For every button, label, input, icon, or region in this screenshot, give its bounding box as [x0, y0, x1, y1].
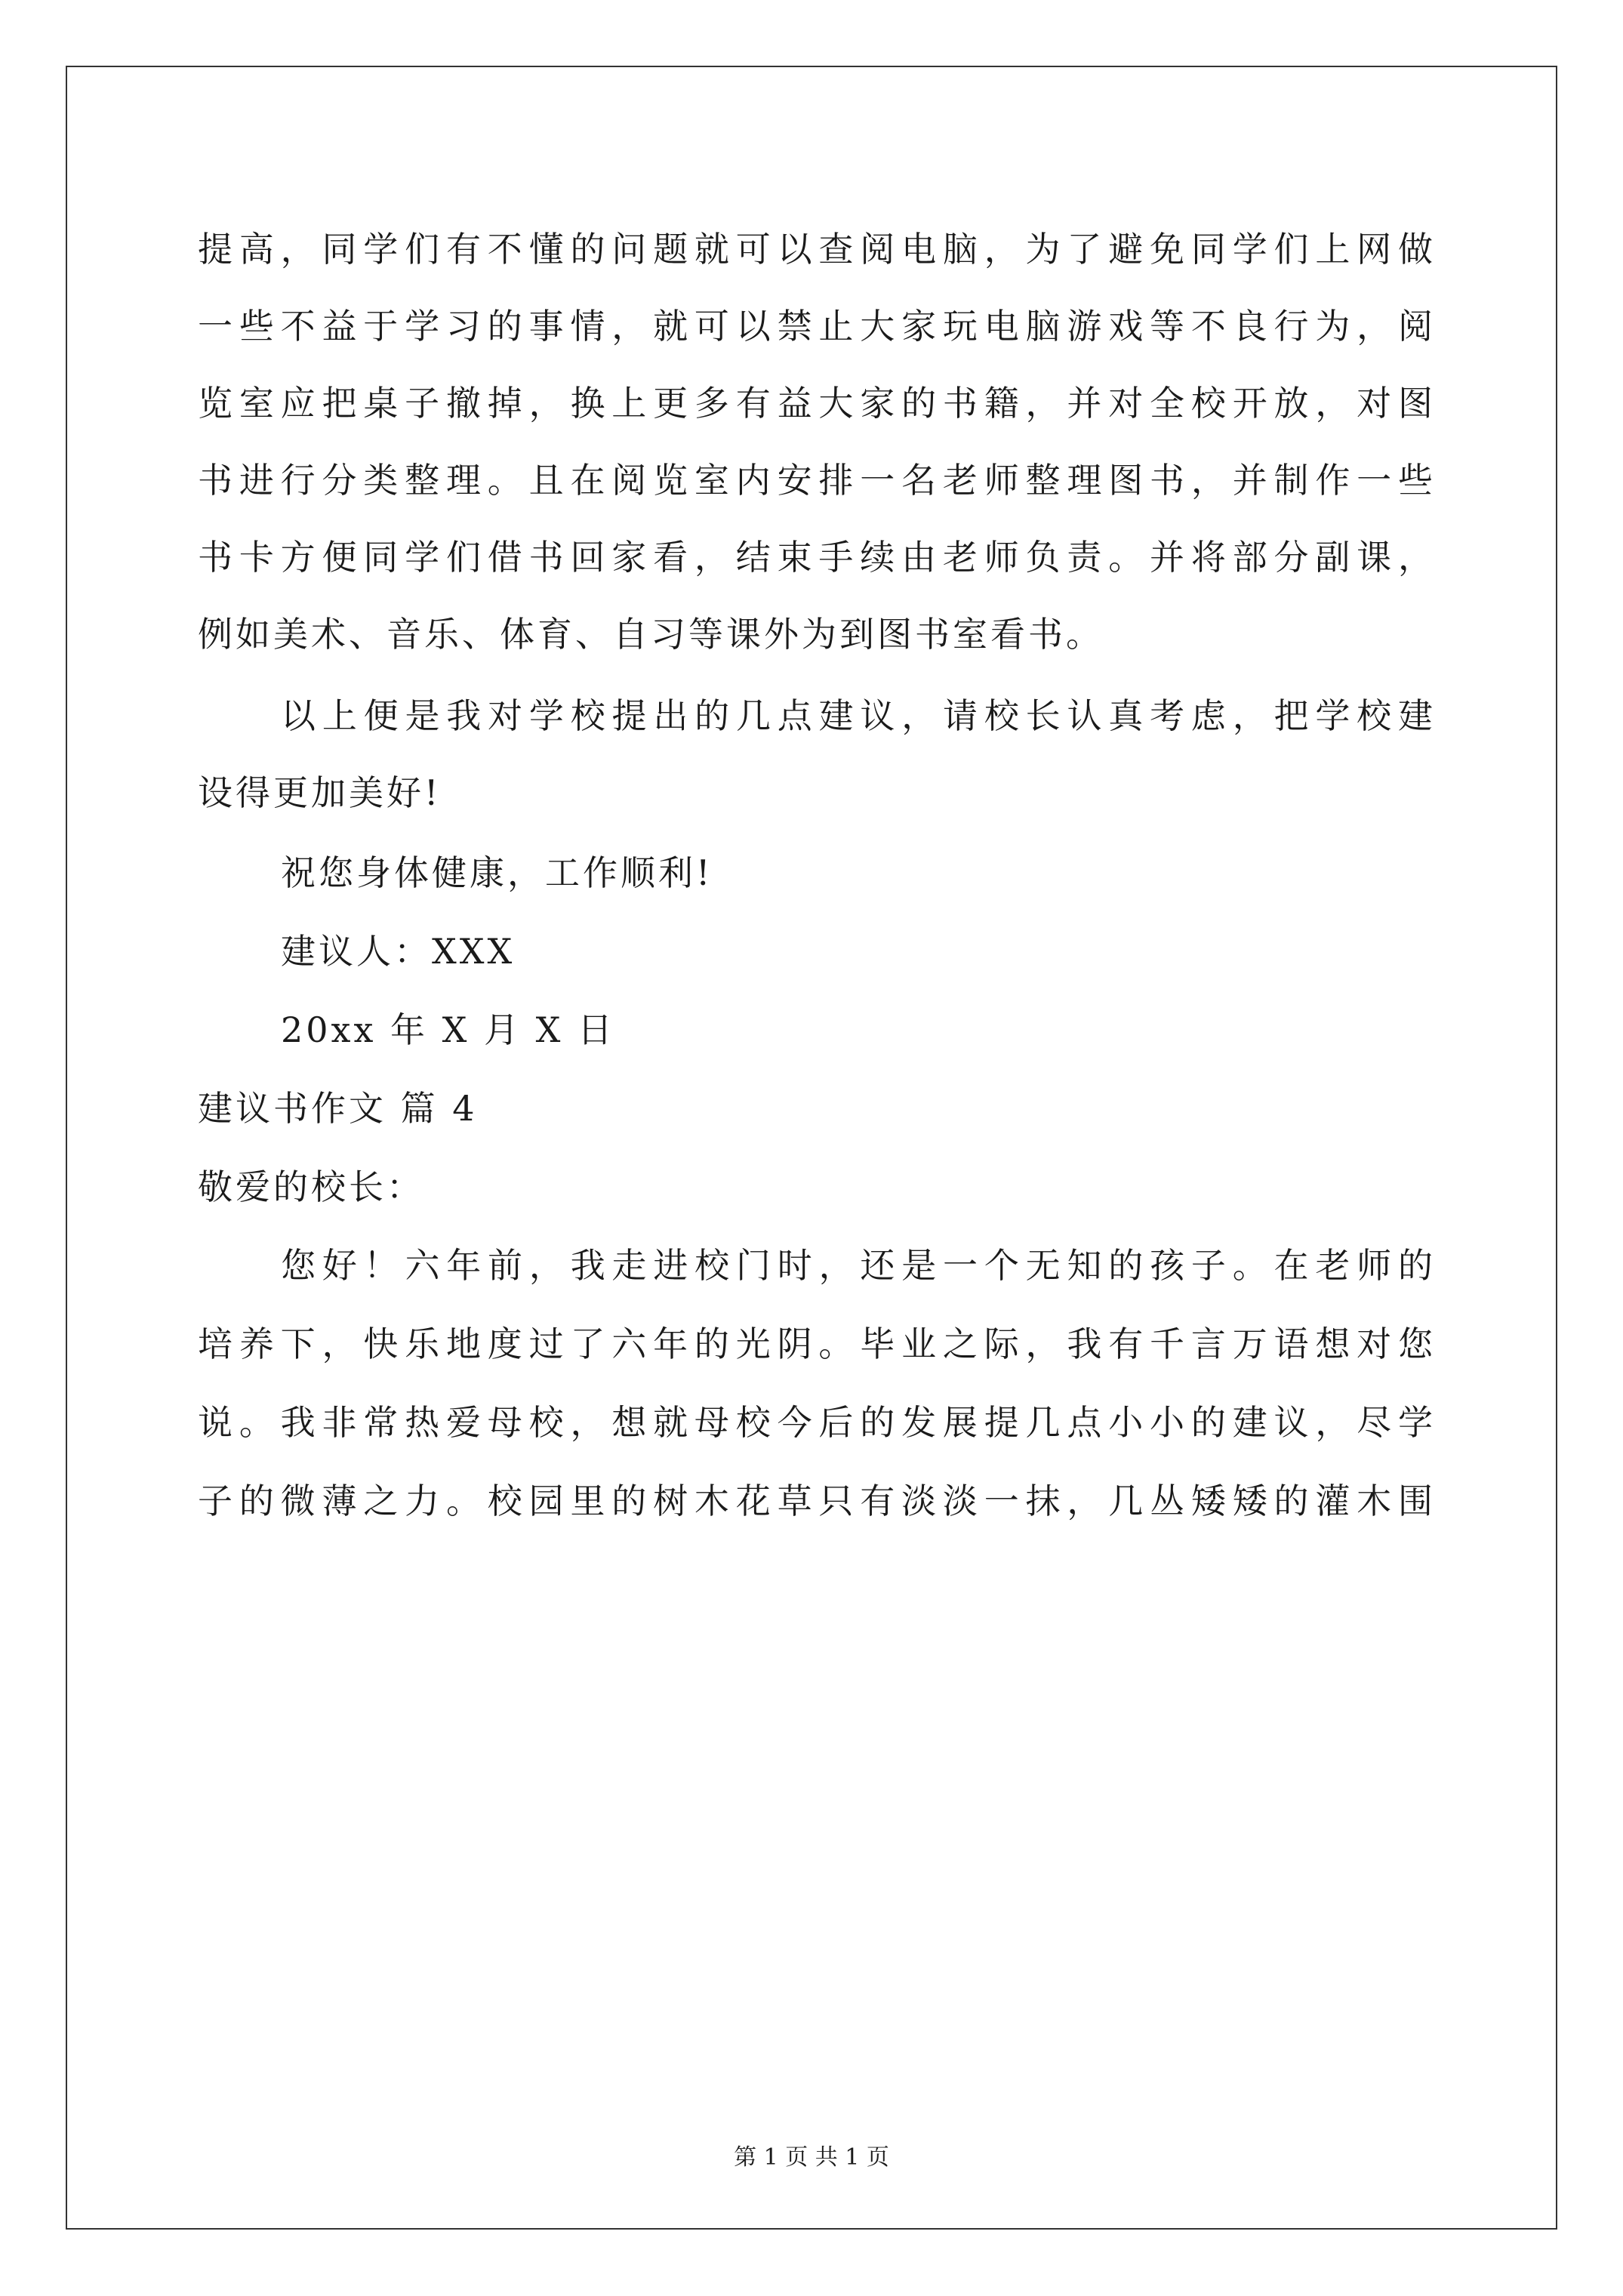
page-number-footer: 第 1 页 共 1 页: [734, 2144, 889, 2171]
paragraph-line: 以上便是我对学校提出的几点建议，请校长认真考虑，把学校建: [281, 695, 1433, 736]
signature-line: 建议人：XXX: [281, 931, 516, 972]
paragraph-line: 子的微薄之力。校园里的树木花草只有淡淡一抹，几丛矮矮的灌木围: [198, 1481, 1433, 1521]
paragraph-line: 览室应把桌子撤掉，换上更多有益大家的书籍，并对全校开放，对图: [198, 383, 1433, 424]
paragraph-line: 书进行分类整理。且在阅览室内安排一名老师整理图书，并制作一些: [198, 460, 1433, 501]
paragraph-line: 例如美术、音乐、体育、自习等课外为到图书室看书。: [198, 614, 1104, 655]
paragraph-line: 一些不益于学习的事情，就可以禁止大家玩电脑游戏等不良行为，阅: [198, 306, 1433, 347]
paragraph-line: 培养下，快乐地度过了六年的光阴。毕业之际，我有千言万语想对您: [198, 1324, 1433, 1364]
paragraph-line: 您好！六年前，我走进校门时，还是一个无知的孩子。在老师的: [281, 1245, 1433, 1286]
salutation: 敬爱的校长：: [198, 1166, 424, 1207]
section-heading: 建议书作文 篇 4: [198, 1088, 478, 1129]
closing-greeting: 祝您身体健康，工作顺利!: [281, 852, 713, 893]
date-line: 20xx 年 X 月 X 日: [281, 1009, 616, 1050]
paragraph-line: 提高，同学们有不懂的问题就可以查阅电脑，为了避免同学们上网做: [198, 229, 1433, 270]
paragraph-line: 说。我非常热爱母校，想就母校今后的发展提几点小小的建议，尽学: [198, 1402, 1433, 1443]
paragraph-line: 设得更加美好!: [198, 772, 442, 813]
paragraph-line: 书卡方便同学们借书回家看，结束手续由老师负责。并将部分副课，: [198, 537, 1433, 578]
